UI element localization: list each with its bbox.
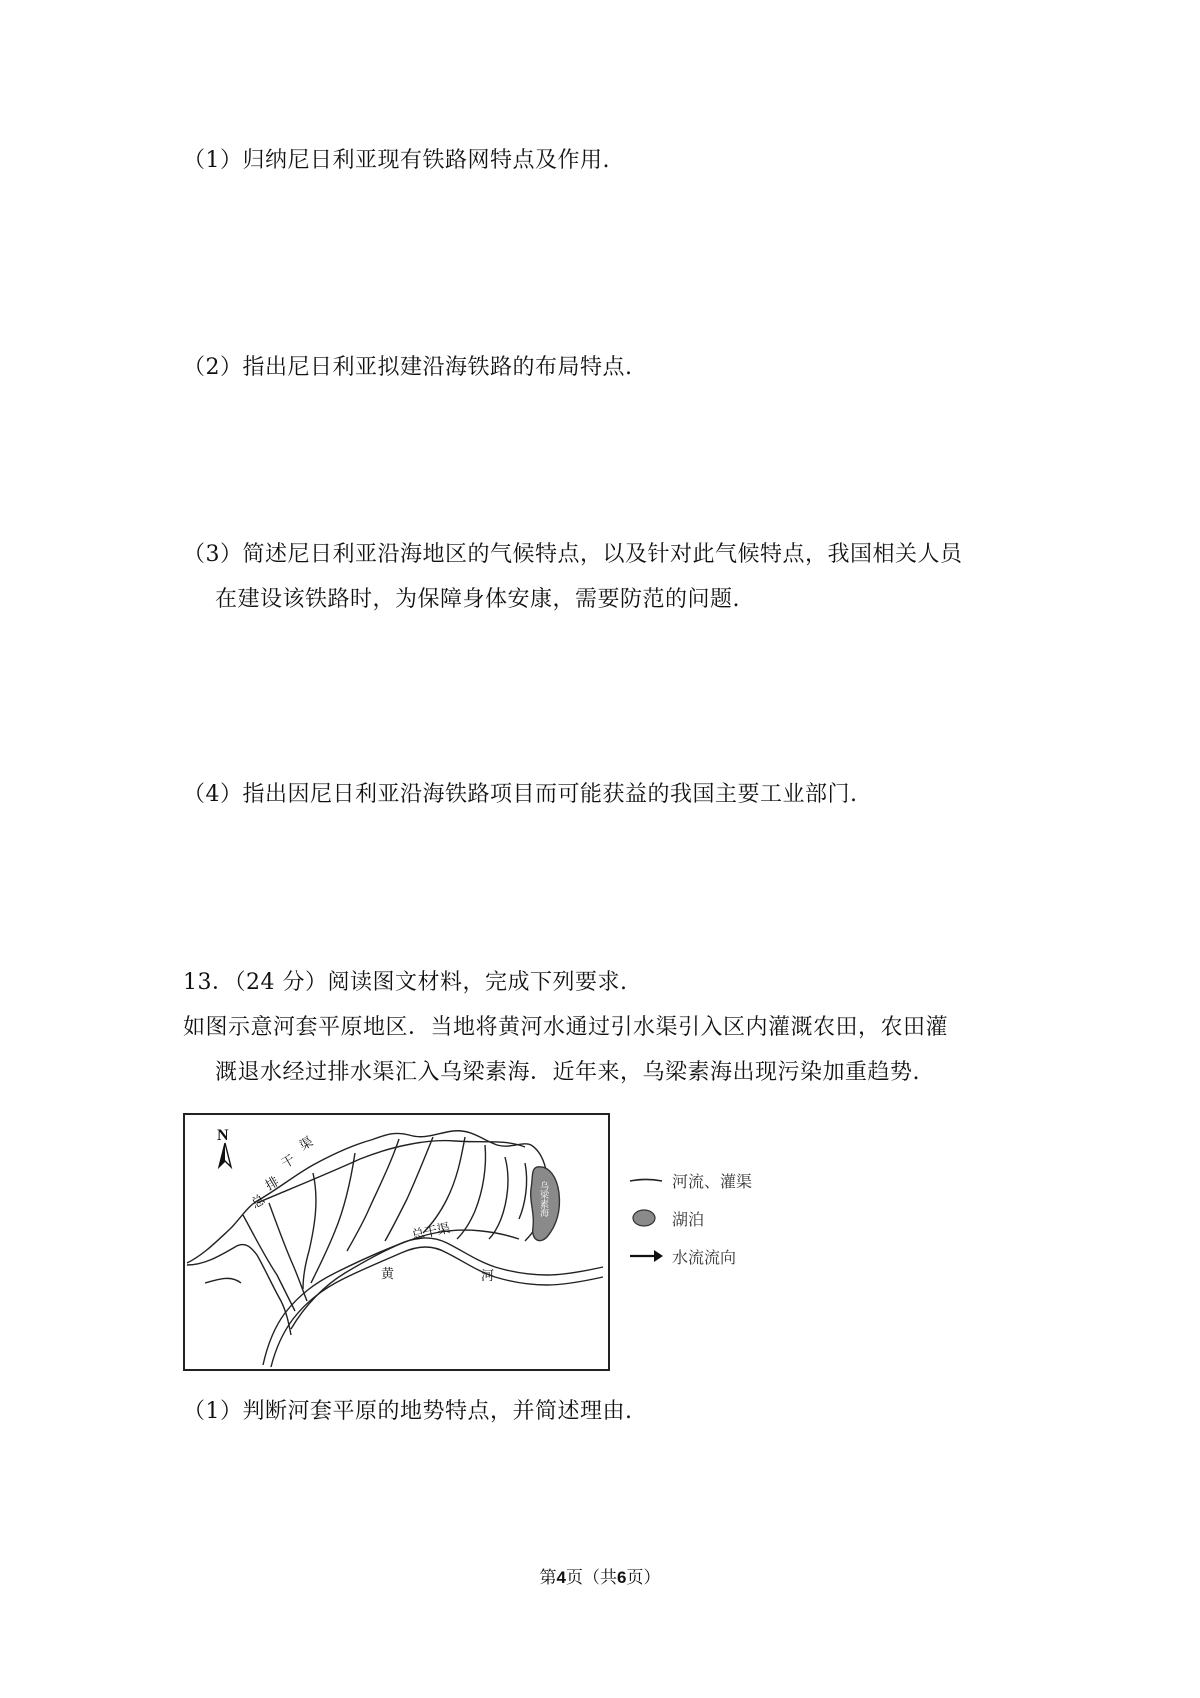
question-12-part-1: （1）归纳尼日利亚现有铁路网特点及作用.: [183, 148, 610, 173]
map-label-lake: 乌梁素海: [538, 1181, 548, 1217]
lake-icon: [626, 1205, 666, 1231]
yellow-river: [263, 1238, 603, 1365]
legend-river-canal: 河流、灌渠: [626, 1167, 752, 1193]
map-north-label: N: [217, 1127, 229, 1144]
question-13-part-1: （1）判断河套平原的地势特点，并简述理由.: [183, 1399, 633, 1424]
map-label-drain-4: 渠: [297, 1134, 316, 1154]
map-label-drain-2: 排: [263, 1174, 282, 1194]
map-label-yellow-river-2: 河: [481, 1269, 495, 1284]
map-drawing: [185, 1115, 608, 1369]
current-page-number: 4: [556, 1568, 566, 1587]
question-12-part-3-line-1: （3）简述尼日利亚沿海地区的气候特点，以及针对此气候特点，我国相关人员: [183, 542, 963, 567]
map-label-drain-3: 干: [279, 1152, 298, 1172]
map-label-main-canal: 总干渠: [410, 1221, 452, 1244]
question-13-material-line-1: 如图示意河套平原地区．当地将黄河水通过引水渠引入区内灌溉农田，农田灌: [183, 1015, 949, 1040]
legend-lake: 湖泊: [626, 1205, 704, 1231]
question-13-header: 13．（24 分）阅读图文材料，完成下列要求.: [183, 970, 628, 995]
map-label-yellow-river-1: 黄: [381, 1267, 395, 1282]
legend-flow-direction: 水流流向: [626, 1243, 736, 1269]
question-12-part-4: （4）指出因尼日利亚沿海铁路项目而可能获益的我国主要工业部门.: [183, 782, 858, 807]
map-label-drain-1: 总: [249, 1192, 268, 1212]
question-12-part-2: （2）指出尼日利亚拟建沿海铁路的布局特点.: [183, 355, 633, 380]
page-footer: 第4页（共6页）: [539, 1568, 661, 1588]
total-page-count: 6: [617, 1568, 627, 1587]
hetao-plain-map: [183, 1113, 610, 1371]
north-arrow-icon: [219, 1143, 231, 1167]
question-13-material-line-2: 溉退水经过排水渠汇入乌梁素海．近年来，乌梁素海出现污染加重趋势.: [215, 1060, 920, 1085]
question-12-part-3-line-2: 在建设该铁路时，为保障身体安康，需要防范的问题.: [215, 587, 740, 612]
basin-boundary: [187, 1131, 548, 1263]
river-line-icon: [626, 1167, 666, 1193]
arrow-right-icon: [626, 1243, 666, 1269]
